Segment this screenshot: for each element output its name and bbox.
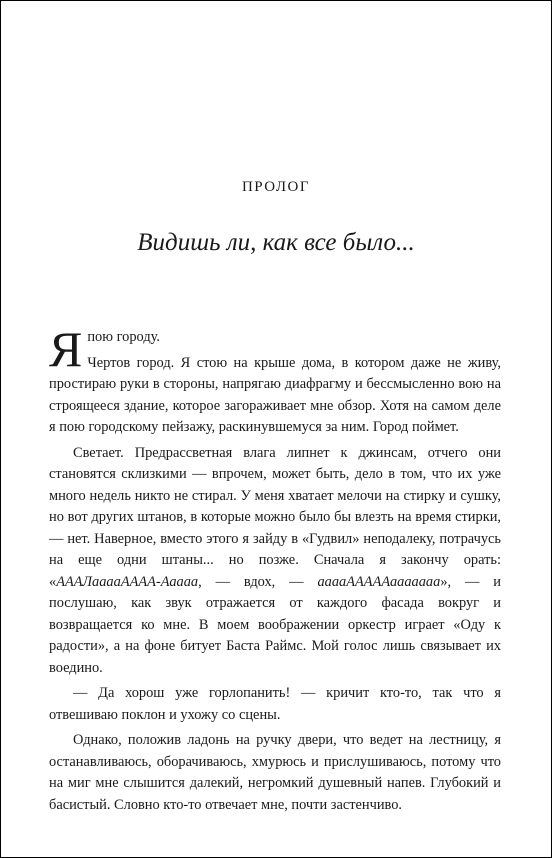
drop-cap: Я — [49, 321, 83, 377]
body-text — [49, 321, 501, 820]
chapter-title: Видишь ли, как все было... — [137, 229, 415, 256]
shout-1: АААЛааааАААА-Ааааа — [56, 573, 199, 590]
paragraph-5: Однако, положив ладонь на ручку двери, что ведет на лестницу, я останавливаюсь, оборачиваюсь, хмурюсь и прислушиваюсь, потому что на миг мне слышится далекий, негромкий душевный напев. Глубокий и басистый. Словно кто-то отвечает мне, почти застенчиво. — [49, 732, 501, 813]
shout-2: ааааАААААааааааа — [317, 573, 441, 590]
paragraph-1-text: пою городу. — [87, 329, 160, 345]
paragraph-2: Чертов город. Я стою на крыше дома, в котором даже не живу, простираю руки в стороны, напрягаю диафрагму и бессмысленно вою на строящееся здание, которое загораживает мне обзор. Хотя на самом деле я пою городскому пейзажу, раскинувшемуся за ним. Город поймет. — [49, 354, 501, 435]
paragraph-3 — [49, 443, 501, 680]
paragraph-3-part-c: », — и послушаю, как звук отражается от каждого фасада вокруг и возвращается ко мне. В моем воображении оркестр играет «Оду к радости», а на фоне битует Баста Раймс. Мой голос лишь связывает их воедино. — [49, 573, 501, 676]
chapter-label: ПРОЛОГ — [241, 179, 311, 195]
paragraph-3-part-a: Светает. Предрассветная влага липнет к джинсам, отчего они становятся склизкими — впрочем, может быть, дело в том, что их уже много недель никто не стирал. У меня хватает мелочи на стирку и сушку, но вот других штанов, в которые можно было бы влезть на время стирки, — нет. Наверное, вместо этого я зайду в «Гудвил» неподалеку, потрачусь на еще одни штаны... но позже. Сначала я закончу орать: « — [49, 444, 501, 590]
paragraph-3-part-b: , — вдох, — — [198, 573, 318, 590]
paragraph-4: — Да хорош уже горлопанить! — кричит кто-то, так что я отвешиваю поклон и ухожу со сцены. — [49, 685, 501, 723]
paragraph-1 — [49, 321, 501, 377]
